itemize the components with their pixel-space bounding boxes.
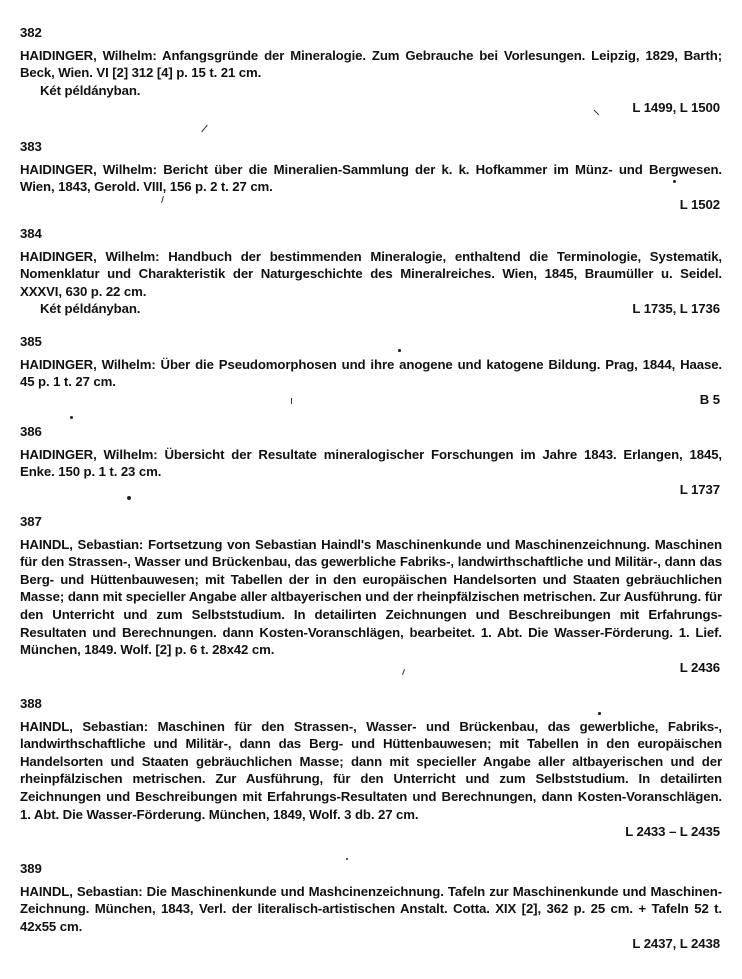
- entry-number: 387: [20, 514, 42, 529]
- entry-description: HAINDL, Sebastian: Die Maschinenkunde und Mashcinenzeichnung. Tafeln zur Maschinenkunde und Maschinen-Zeichnung. München, 1843, Verl. der literalisch-artistischen Anstalt. Cotta. XIX [2], 362 p. 25 cm. + Tafeln 52 t. 42x55 cm.: [20, 883, 722, 934]
- entry-number: 389: [20, 861, 42, 876]
- entry-description: HAINDL, Sebastian: Maschinen für den Strassen-, Wasser- und Brückenbau, das gewerbliche, Fabriks-, landwirthschaftliche und Militär-, dann das Berg- und Hüttenbauwesen; mit Tabellen in den europäischen Handelsorten und Staaten gebräuchlichen Masse; dann mit specieller Angabe aller altbayerischen und der rheinpfälzischen metrischen. Zur Ausführung, für den Unterricht und zum Selbststudium. In detailirten Zeichnungen und Beschreibungen mit Erfahrungs-Resultaten und Berechnungen, dann Kosten-Voranschlägen. 1. Abt. Die Wasser-Förderung. München, 1849, Wolf. 3 db. 27 cm.: [20, 718, 722, 822]
- entry-description: HAINDL, Sebastian: Fortsetzung von Sebastian Haindl's Maschinenkunde und Maschinenzeichnung. Maschinen für den Strassen-, Wasser und Brückenbau, das gewerbliche Fabriks-, landwirthschaftliche und Militär-, dann das Berg- und Hüttenbauwesen; mit Tabellen der in den europäischen Handelsorten und Staaten gebräuchlichen Masse; dann mit specieller Angabe aller altbayerischen und der rheinpfälzischen metrischen. Zur Ausführung. für den Unterricht und zum Selbststudium. In detailirten Zeichnungen und Beschreibungen mit Erfahrungs- Resultaten und Berechnungen. dann Kosten-Voranschlägen, bearbeitet. 1. Abt. Die Wasser-Förderung. 1. Lief. München, 1849. Wolf. [2] p. 6 t. 28x42 cm.: [20, 536, 722, 658]
- entry-description: HAIDINGER, Wilhelm: Bericht über die Mineralien-Sammlung der k. k. Hofkammer im Münz- und Bergwesen. Wien, 1843, Gerold. VIII, 156 p. 2 t. 27 cm.: [20, 161, 722, 195]
- catalog-entry-388: [20, 695, 722, 841]
- catalog-entry-384: [20, 225, 722, 318]
- scan-speck: [346, 858, 348, 860]
- entry-shelf-mark: L 2437, L 2438: [632, 936, 720, 952]
- entry-note: Két példányban.: [40, 82, 141, 98]
- entry-description: HAIDINGER, Wilhelm: Handbuch der bestimmenden Mineralogie, enthaltend die Terminologie, Systematik, Nomenklatur und Charakteristik der Naturgeschichte des Mineralreiches. Wien, 1845, Braumüller u. Seidel. XXXVI, 630 p. 22 cm.: [20, 248, 722, 299]
- entry-description: HAIDINGER, Wilhelm: Anfangsgründe der Mineralogie. Zum Gebrauche bei Vorlesungen. Leipzig, 1829, Barth; Beck, Wien. VI [2] 312 [4] p. 15 t. 21 cm.: [20, 47, 722, 81]
- entry-number: 384: [20, 226, 42, 241]
- catalog-entry-386: [20, 423, 722, 498]
- scan-speck: [201, 125, 208, 133]
- entry-description: HAIDINGER, Wilhelm: Über die Pseudomorphosen und ihre anogene und katogene Bildung. Prag, 1844, Haase. 45 p. 1 t. 27 cm.: [20, 356, 722, 390]
- entry-number: 388: [20, 696, 42, 711]
- entry-shelf-mark: L 2433 – L 2435: [625, 824, 720, 840]
- entry-number: 386: [20, 424, 42, 439]
- scan-speck: [127, 496, 131, 500]
- entry-note: Két példányban.: [40, 301, 141, 317]
- entry-shelf-mark: L 1502: [679, 196, 720, 212]
- catalog-entry-385: [20, 333, 722, 408]
- entry-number: 385: [20, 334, 42, 349]
- entry-shelf-mark: B 5: [699, 391, 720, 407]
- catalog-entry-383: [20, 138, 722, 213]
- entry-shelf-mark: L 1737: [679, 481, 720, 497]
- entry-number: 383: [20, 139, 42, 154]
- catalog-entry-389: [20, 860, 722, 953]
- entry-shelf-mark: L 2436: [679, 659, 720, 675]
- entry-description: HAIDINGER, Wilhelm: Übersicht der Resultate mineralogischer Forschungen im Jahre 1843. Erlangen, 1845, Enke. 150 p. 1 t. 23 cm.: [20, 446, 722, 480]
- catalog-entry-382: [20, 24, 722, 117]
- entry-number: 382: [20, 25, 42, 40]
- entry-footer-row: [20, 300, 722, 318]
- scan-speck: [70, 416, 73, 419]
- scan-speck: [291, 398, 292, 404]
- scan-speck: [673, 180, 676, 183]
- entry-shelf-mark: L 1499, L 1500: [632, 100, 720, 116]
- catalog-entry-387: [20, 513, 722, 676]
- scan-speck: [398, 349, 401, 352]
- entry-shelf-mark: L 1735, L 1736: [632, 301, 720, 317]
- scan-speck: [598, 712, 601, 715]
